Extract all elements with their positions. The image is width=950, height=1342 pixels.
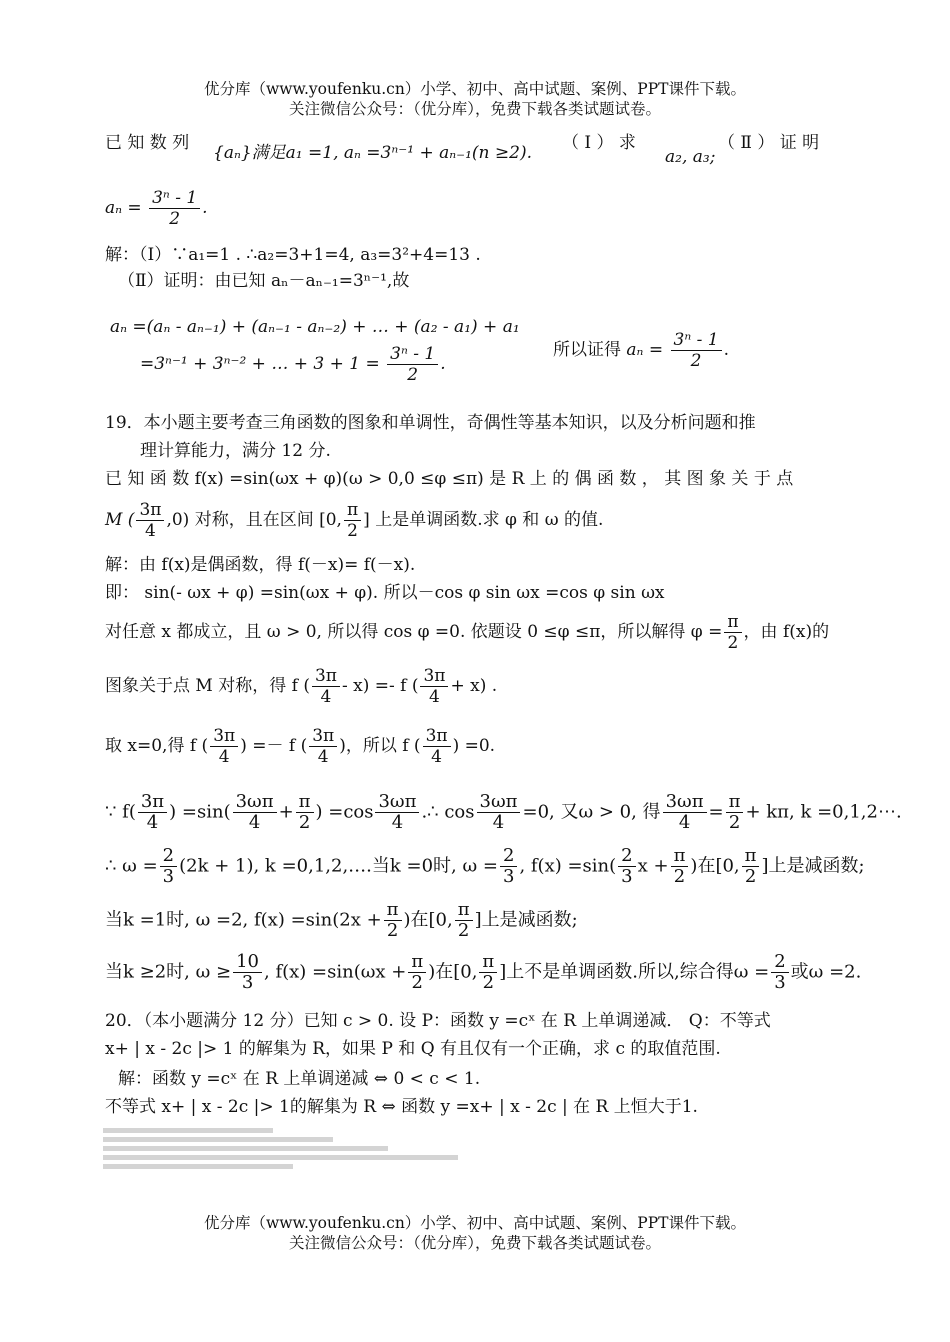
denominator: 4	[317, 747, 329, 767]
faint-line	[103, 1137, 333, 1142]
numerator: π	[724, 612, 741, 633]
denominator: 2	[673, 866, 686, 887]
p18-telescoping-sum: aₙ =(aₙ - aₙ₋₁) + (aₙ₋₁ - aₙ₋₂) + … + (a₂ - a₁) + a₁	[110, 317, 520, 337]
numerator: π	[479, 952, 497, 973]
fraction	[233, 792, 277, 833]
text: x +	[637, 855, 669, 877]
text: ,0) 对称，且在区间 [0,	[166, 510, 342, 530]
fraction	[477, 792, 521, 833]
denominator: 2	[169, 209, 181, 229]
numerator: π	[384, 900, 402, 921]
fraction	[136, 500, 164, 541]
numerator: π	[742, 846, 760, 867]
denominator: 4	[248, 812, 261, 833]
numerator: 3ⁿ - 1	[387, 344, 438, 365]
p18-conclusion-lhs: aₙ =	[626, 340, 664, 360]
period: .	[723, 340, 729, 360]
denominator: 2	[407, 365, 419, 385]
footer-line-2: 关注微信公众号：（优分库），免费下载各类试题试卷。	[288, 1234, 661, 1252]
fraction	[160, 846, 177, 887]
fraction	[618, 846, 635, 887]
denominator: 2	[690, 351, 702, 371]
text: )在[0,	[690, 855, 740, 877]
faint-line	[103, 1155, 458, 1160]
fraction	[771, 952, 788, 993]
header-line-1: 优分库（www.youfenku.cn）小学、初中、高中试题、案例、PPT课件下载。	[203, 80, 747, 98]
text: )在[0,	[403, 909, 453, 931]
fraction	[500, 846, 517, 887]
p19-question-line-2	[105, 500, 603, 541]
p19-question-line-1: 已 知 函 数 f(x) =sin(ωx + φ)(ω > 0,0 ≤φ ≤π) 是 R 上 的 偶 函 数 ， 其 图 象 关 于 点	[105, 469, 794, 489]
p18-part1-target: a₂, a₃;	[665, 147, 716, 167]
text: ] 上是单调函数.求 φ 和 ω 的值.	[363, 510, 604, 530]
fraction	[742, 846, 760, 887]
p18-sum-fraction	[387, 344, 438, 385]
p19-solution-line-5	[105, 726, 495, 767]
fraction	[479, 952, 497, 993]
p18-conclusion	[553, 330, 729, 371]
period: .	[440, 354, 446, 374]
fraction	[375, 792, 419, 833]
p19-solution-line-2: 即： sin(- ωx + φ) =sin(ωx + φ). 所以－cos φ sin ωx =cos φ sin ωx	[105, 583, 665, 603]
fraction	[420, 666, 448, 707]
denominator: 4	[145, 521, 156, 541]
denominator: 2	[482, 972, 495, 993]
numerator: π	[671, 846, 689, 867]
p20-question-line-2: x+ | x - 2c |> 1 的解集为 R，如果 P 和 Q 有且仅有一个正确，求 c 的取值范围.	[105, 1039, 721, 1059]
faint-line	[103, 1128, 273, 1133]
numerator: 3π	[138, 792, 167, 813]
denominator: 2	[411, 972, 423, 993]
fraction	[408, 952, 426, 993]
numerator: 2	[160, 846, 177, 867]
fraction	[138, 792, 167, 833]
period: .	[202, 198, 208, 218]
faint-line	[103, 1164, 293, 1169]
p19-title-line-2: 理计算能力，满分 12 分.	[140, 441, 331, 461]
text: 图象关于点 M 对称，得 f (	[105, 676, 310, 696]
numerator: 3π	[420, 666, 448, 687]
p19-solution-line-3	[105, 612, 829, 653]
p19-title-line-1: 19．本小题主要考查三角函数的图象和单调性，奇偶性等基本知识，以及分析问题和推	[105, 413, 756, 433]
numerator: 3ωπ	[477, 792, 521, 813]
p19-solution-line-6	[105, 792, 902, 833]
fraction	[233, 952, 262, 993]
denominator: 4	[492, 812, 505, 833]
text: - x) =- f (	[341, 676, 419, 696]
faint-line	[103, 1146, 388, 1151]
text: M (	[105, 510, 135, 530]
denominator: 3	[502, 866, 515, 887]
p18-claim	[105, 188, 208, 229]
p19-solution-line-9	[105, 952, 861, 993]
numerator: π	[726, 792, 744, 813]
text: =	[708, 801, 724, 823]
p18-solution-part1: 解：（Ⅰ）∵a₁=1 . ∴a₂=3+1=4, a₃=3²+4=13 .	[105, 245, 481, 265]
p20-solution-line-2: 不等式 x+ | x - 2c |> 1的解集为 R ⇔ 函数 y =x+ | x - 2c | 在 R 上恒大于1.	[105, 1097, 698, 1117]
p20-solution-line-1: 解：函数 y =cˣ 在 R 上单调递减 ⇔ 0 < c < 1.	[118, 1069, 481, 1089]
numerator: 2	[618, 846, 635, 867]
p19-solution-line-8	[105, 900, 578, 941]
text: 对任意 x 都成立，且 ω > 0, 所以得 cos φ =0. 依题设 0 ≤φ ≤π，所以解得 φ =	[105, 622, 723, 642]
p18-conclusion-text: 所以证得	[553, 340, 621, 360]
text: +	[278, 801, 294, 823]
denominator: 3	[241, 972, 254, 993]
fraction	[423, 726, 451, 767]
text: + kπ, k =0,1,2⋯.	[745, 801, 902, 823]
numerator: 3ωπ	[663, 792, 707, 813]
p18-sum-result	[140, 344, 446, 385]
text: ]上是减函数;	[474, 909, 578, 931]
denominator: 4	[320, 687, 332, 707]
text: ∴ ω =	[105, 855, 158, 877]
p19-solution-line-7	[105, 846, 865, 887]
p19-solution-line-1: 解：由 f(x)是偶函数，得 f(－x)= f(－x).	[105, 555, 416, 575]
denominator: 2	[298, 812, 311, 833]
numerator: 3π	[136, 500, 164, 521]
p18-part2-label: （ Ⅱ ） 证 明	[718, 133, 820, 153]
p20-question-line-1: 20．（本小题满分 12 分）已知 c > 0. 设 P：函数 y =cˣ 在 R 上单调递减． Q：不等式	[105, 1011, 771, 1031]
fraction	[296, 792, 314, 833]
text: ) =0.	[452, 736, 496, 756]
header-line-2: 关注微信公众号：（优分库），免费下载各类试题试卷。	[288, 100, 661, 118]
text: ) =－ f (	[240, 736, 308, 756]
numerator: 3ωπ	[375, 792, 419, 813]
fraction	[671, 846, 689, 887]
denominator: 4	[391, 812, 404, 833]
text: ) =cos	[315, 801, 374, 823]
fraction	[384, 900, 402, 941]
fraction	[726, 792, 744, 833]
numerator: 3π	[309, 726, 337, 747]
numerator: π	[344, 500, 361, 521]
numerator: π	[408, 952, 426, 973]
numerator: π	[455, 900, 473, 921]
fraction	[455, 900, 473, 941]
text: ]上是减函数;	[761, 855, 865, 877]
denominator: 4	[678, 812, 691, 833]
p18-conclusion-fraction	[671, 330, 722, 371]
denominator: 2	[457, 920, 470, 941]
text: + x) .	[450, 676, 498, 696]
p18-question-intro: 已 知 数 列	[105, 133, 190, 153]
p19-solution-line-4	[105, 666, 497, 707]
denominator: 3	[774, 972, 786, 993]
text: ，由 f(x)的	[743, 622, 830, 642]
denominator: 2	[728, 812, 741, 833]
p18-claim-lhs: aₙ =	[105, 198, 142, 218]
fraction	[344, 500, 361, 541]
fraction	[312, 666, 340, 707]
numerator: 3ⁿ - 1	[671, 330, 722, 351]
denominator: 2	[727, 633, 739, 653]
numerator: 3π	[312, 666, 340, 687]
denominator: 4	[431, 747, 442, 767]
denominator: 2	[386, 920, 399, 941]
text: )，所以 f (	[339, 736, 421, 756]
numerator: 2	[500, 846, 517, 867]
text: =0, 又ω > 0, 得	[522, 801, 661, 823]
numerator: 3ωπ	[233, 792, 277, 813]
footer-line-1: 优分库（www.youfenku.cn）小学、初中、高中试题、案例、PPT课件下载。	[203, 1214, 747, 1232]
p18-solution-part2-intro: （Ⅱ）证明：由已知 aₙ－aₙ₋₁=3ⁿ⁻¹,故	[118, 271, 410, 291]
denominator: 2	[347, 521, 358, 541]
numerator: 2	[771, 952, 788, 973]
denominator: 2	[744, 866, 757, 887]
text: ]上不是单调函数.所以,综合得ω =	[499, 961, 770, 983]
denominator: 4	[218, 747, 230, 767]
text: 取 x=0,得 f (	[105, 736, 209, 756]
numerator: 3ⁿ - 1	[149, 188, 200, 209]
text: , f(x) =sin(ωx +	[264, 961, 407, 983]
p18-question-sequence: {aₙ}满足a₁ =1, aₙ =3ⁿ⁻¹ + aₙ₋₁(n ≥2).	[213, 143, 532, 163]
text: 当k =1时, ω =2, f(x) =sin(2x +	[105, 909, 382, 931]
text: 当k ≥2时, ω ≥	[105, 961, 232, 983]
text: 或ω =2.	[790, 961, 862, 983]
p18-part1-label: （ Ⅰ ） 求	[562, 133, 636, 153]
numerator: π	[296, 792, 314, 813]
numerator: 3π	[423, 726, 451, 747]
denominator: 3	[162, 866, 175, 887]
fraction	[309, 726, 337, 767]
denominator: 4	[146, 812, 159, 833]
text: )在[0,	[428, 961, 478, 983]
fraction	[724, 612, 741, 653]
text: (2k + 1), k =0,1,2,….当k =0时, ω =	[179, 855, 498, 877]
denominator: 4	[429, 687, 440, 707]
denominator: 3	[621, 866, 633, 887]
fraction	[210, 726, 238, 767]
text: ) =sin(	[169, 801, 231, 823]
numerator: 10	[233, 952, 262, 973]
text: , f(x) =sin(	[519, 855, 617, 877]
text: ∵ f(	[105, 801, 136, 823]
text: .∴ cos	[421, 801, 475, 823]
p18-claim-fraction	[149, 188, 200, 229]
numerator: 3π	[210, 726, 238, 747]
fraction	[663, 792, 707, 833]
p18-sum-expression: =3ⁿ⁻¹ + 3ⁿ⁻² + … + 3 + 1 =	[140, 354, 380, 374]
